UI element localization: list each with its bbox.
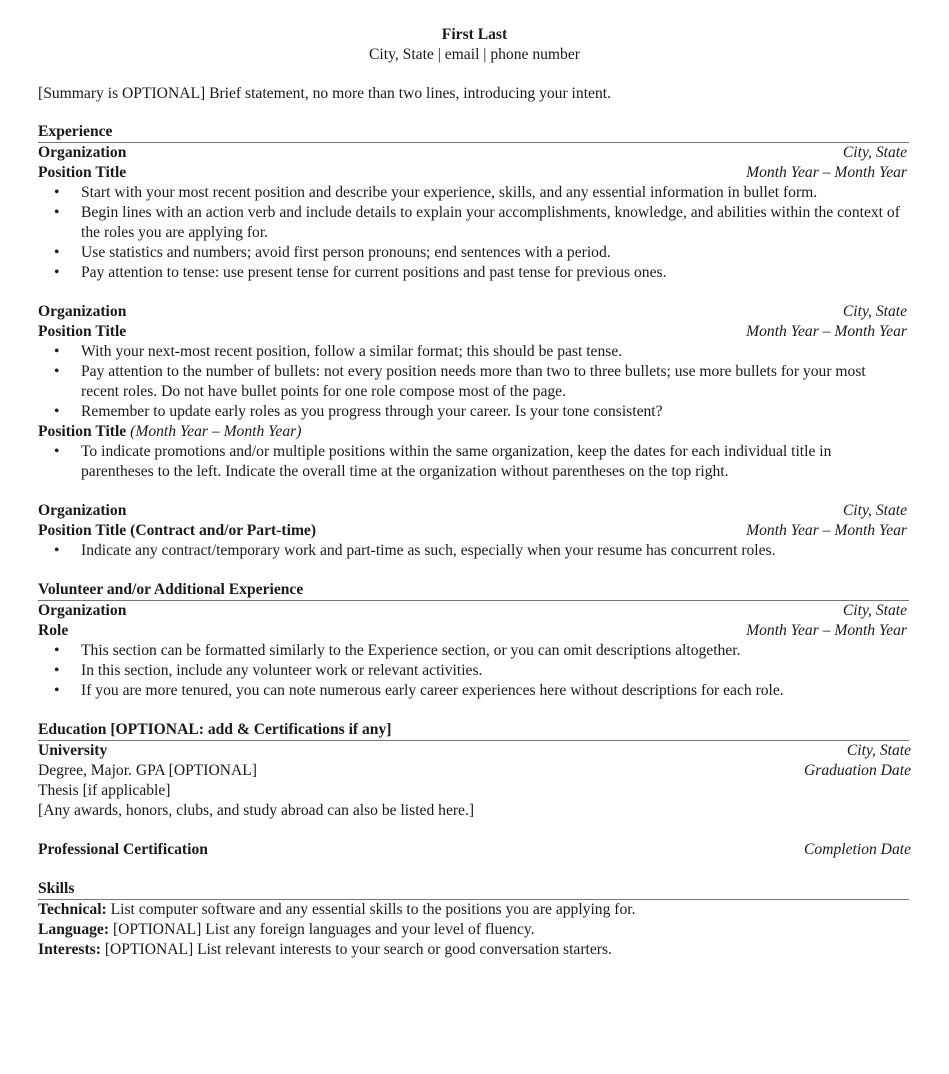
organization-name: Organization xyxy=(38,602,127,619)
bullet-item: • Use statistics and numbers; avoid first person pronouns; end sentences with a period. xyxy=(38,243,901,263)
position-title: Position Title xyxy=(38,164,127,181)
date-range: Month Year – Month Year xyxy=(746,522,907,539)
promotion-position xyxy=(38,422,911,442)
skill-label: Interests: xyxy=(38,941,101,958)
section-title-volunteer: Volunteer and/or Additional Experience xyxy=(38,580,909,601)
date-range: Month Year – Month Year xyxy=(746,622,907,639)
section-title-experience: Experience xyxy=(38,122,909,143)
date-range: Month Year – Month Year xyxy=(746,323,907,340)
location: City, State xyxy=(842,502,907,519)
location: City, State xyxy=(842,303,907,320)
bullet-list xyxy=(38,641,911,701)
bullet-item: • With your next-most recent position, follow a similar format; this should be past tense. xyxy=(38,342,901,362)
bullet-item: • Pay attention to tense: use present tense for current positions and past tense for previous ones. xyxy=(38,263,901,283)
bullet-item: • Indicate any contract/temporary work and part-time as such, especially when your resume has concurrent roles. xyxy=(38,541,901,561)
resume-header xyxy=(38,25,911,65)
bullet-item: • To indicate promotions and/or multiple positions within the same organization, keep the dates for each individual title in parentheses to the left. Indicate the overall time at the organization without parentheses on the top right. xyxy=(38,442,901,482)
certification-entry xyxy=(38,840,911,860)
skill-label: Language: xyxy=(38,921,110,938)
skill-text: List computer software and any essential skills to the positions you are applying for. xyxy=(106,901,636,918)
organization-name: Organization xyxy=(38,303,127,320)
certification-name: Professional Certification xyxy=(38,841,208,858)
experience-entry-1 xyxy=(38,143,911,283)
contact-line: City, State | email | phone number xyxy=(369,46,580,63)
position-dates: (Month Year – Month Year) xyxy=(130,423,302,440)
volunteer-entry xyxy=(38,601,911,701)
skill-label: Technical: xyxy=(38,901,107,918)
experience-entry-2 xyxy=(38,302,911,482)
awards-line: [Any awards, honors, clubs, and study abroad can also be listed here.] xyxy=(38,802,475,819)
graduation-date: Graduation Date xyxy=(804,762,911,779)
skill-line-interests xyxy=(38,940,911,960)
location: City, State xyxy=(842,602,907,619)
bullet-list xyxy=(38,541,911,561)
bullet-list xyxy=(38,442,911,482)
organization-name: Organization xyxy=(38,144,127,161)
skill-text: [OPTIONAL] List relevant interests to your search or good conversation starters. xyxy=(100,941,612,958)
completion-date: Completion Date xyxy=(804,841,911,858)
bullet-item: • This section can be formatted similarly to the Experience section, or you can omit descriptions altogether. xyxy=(38,641,901,661)
skills-list xyxy=(38,900,911,960)
education-entry xyxy=(38,741,911,821)
role-title: Role xyxy=(38,622,69,639)
skill-text: [OPTIONAL] List any foreign languages and your level of fluency. xyxy=(109,921,535,938)
degree-line: Degree, Major. GPA [OPTIONAL] xyxy=(38,762,258,779)
bullet-item: • Begin lines with an action verb and include details to explain your accomplishments, knowledge, and abilities within the context of the roles you are applying for. xyxy=(38,203,901,243)
section-title-education: Education [OPTIONAL: add & Certifications if any] xyxy=(38,720,909,741)
date-range: Month Year – Month Year xyxy=(746,164,907,181)
location: City, State xyxy=(842,144,907,161)
experience-entry-3 xyxy=(38,501,911,561)
bullet-item: • Start with your most recent position and describe your experience, skills, and any essential information in bullet form. xyxy=(38,183,901,203)
bullet-list xyxy=(38,183,911,283)
skill-line-technical xyxy=(38,900,911,920)
position-title: Position Title xyxy=(38,323,127,340)
bullet-item: • If you are more tenured, you can note numerous early career experiences here without descriptions for each role. xyxy=(38,681,901,701)
thesis-line: Thesis [if applicable] xyxy=(38,782,171,799)
candidate-name: First Last xyxy=(441,26,508,43)
bullet-item: • In this section, include any volunteer work or relevant activities. xyxy=(38,661,901,681)
skill-line-language xyxy=(38,920,911,940)
position-title: Position Title (Contract and/or Part-time) xyxy=(38,522,317,539)
bullet-item: • Pay attention to the number of bullets: not every position needs more than two to three bullets; use more bullets for your most recent roles. Do not have bullet points for one role compose most of the page. xyxy=(38,362,901,402)
bullet-item: • Remember to update early roles as you progress through your career. Is your tone consistent? xyxy=(38,402,901,422)
position-title: Position Title xyxy=(38,423,127,440)
university-name: University xyxy=(38,742,108,759)
summary-statement: [Summary is OPTIONAL] Brief statement, no more than two lines, introducing your intent. xyxy=(38,85,611,102)
location: City, State xyxy=(846,742,911,759)
organization-name: Organization xyxy=(38,502,127,519)
bullet-list xyxy=(38,342,911,422)
section-title-skills: Skills xyxy=(38,879,909,900)
